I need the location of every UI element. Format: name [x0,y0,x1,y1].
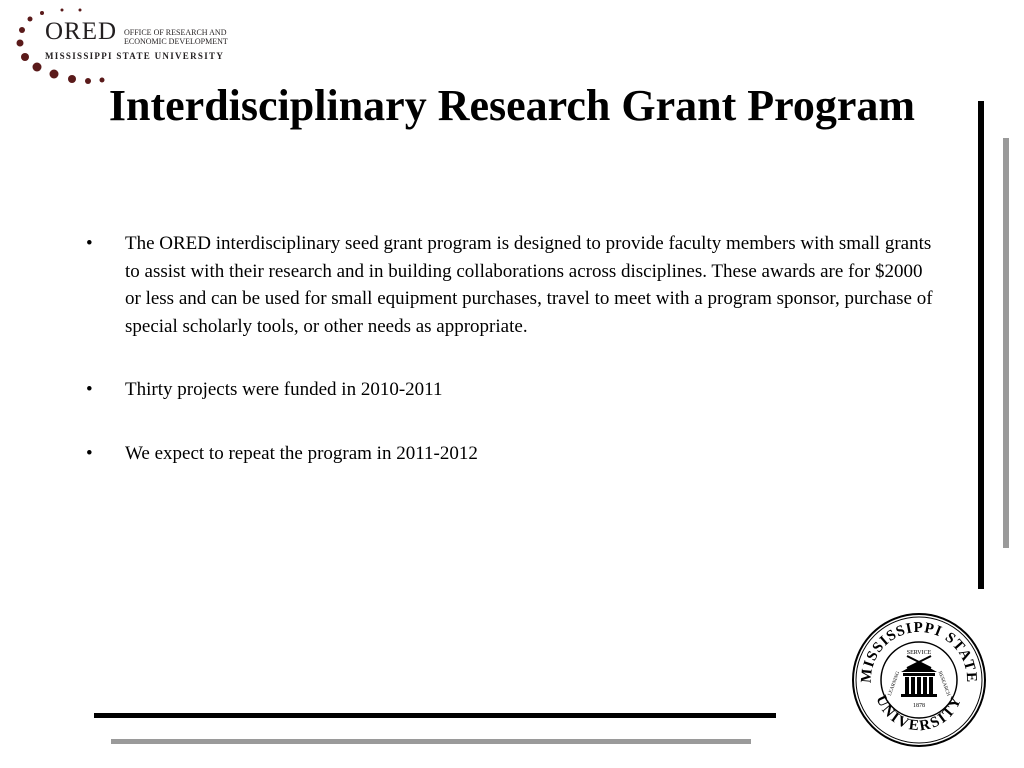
logo-university-text: MISSISSIPPI STATE UNIVERSITY [45,51,225,61]
logo-office-line1: OFFICE OF RESEARCH AND [124,28,227,37]
logo-office-line2: ECONOMIC DEVELOPMENT [124,37,228,46]
seal-top-text: MISSISSIPPI STATE [858,619,980,684]
bullet-item [86,440,936,468]
logo-ored-text: ORED [45,18,118,45]
bullet-item [86,376,936,404]
slide-title: Interdisciplinary Research Grant Program [108,81,916,130]
university-seal-icon [851,612,987,748]
bullet-text: The ORED interdisciplinary seed grant program is designed to provide faculty members with small grants to assist with their research and in building collaborations across disciplines. These awards are for $2000 or less and can be used for small equipment purchases, travel to meet with a program sponsor, purchase of special scholarly tools, or other needs as appropriate. [125,233,933,337]
seal-service-text: SERVICE [906,650,932,656]
bullet-text: Thirty projects were funded in 2010-2011 [125,379,443,400]
bullet-icon: • [86,442,93,464]
bullet-icon: • [86,379,93,400]
bullet-list [86,230,936,503]
seal-research-text: RESEARCH [936,670,951,697]
bullet-text: We expect to repeat the program in 2011-2012 [125,442,478,464]
horizontal-rule-gray [111,739,751,744]
vertical-rule-black [978,101,984,589]
bullet-item [86,230,936,340]
vertical-rule-gray [1003,138,1009,548]
seal-bottom-text: UNIVERSITY [872,693,966,735]
seal-learning-text: LEARNING [887,670,902,697]
bullet-icon: • [86,233,93,254]
logo-office-text [124,28,228,46]
seal-year-text: 1878 [913,703,925,709]
horizontal-rule-black [94,713,776,718]
ored-logo [14,6,239,86]
